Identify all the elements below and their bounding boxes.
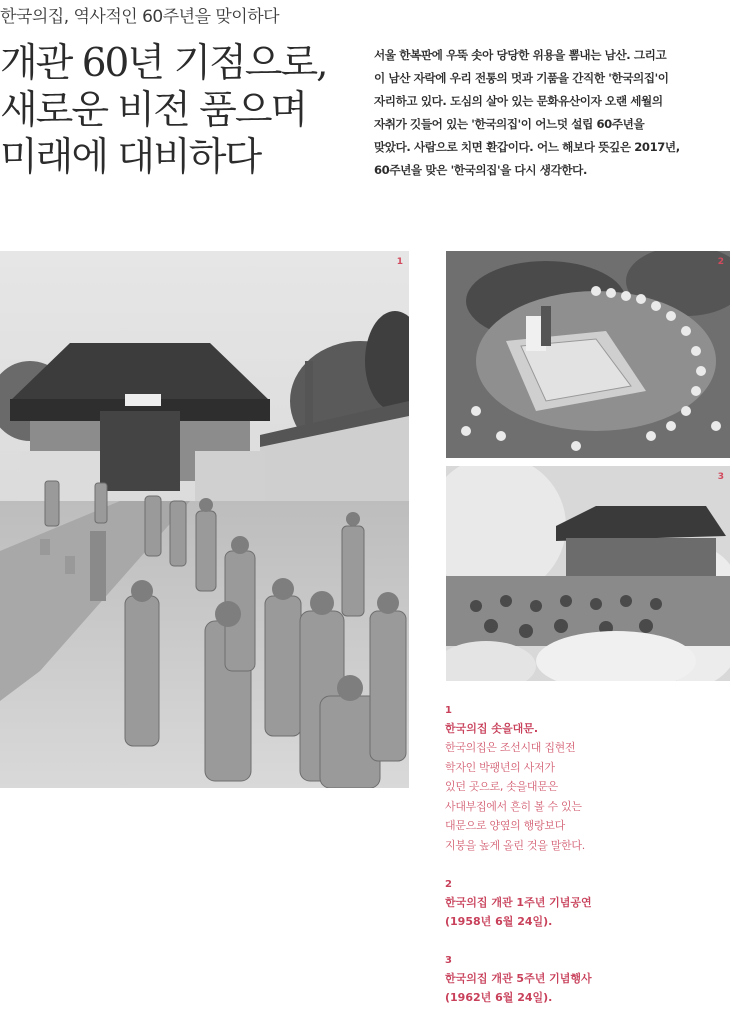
intro-paragraph xyxy=(374,44,724,182)
intro-line: 60주년을 맞은 '한국의집'을 다시 생각한다. xyxy=(374,163,587,177)
caption-line: 있던 곳으로, 솟을대문은 xyxy=(445,780,558,793)
caption-line: 사대부집에서 흔히 볼 수 있는 xyxy=(445,799,582,813)
photo-gate-soldiers xyxy=(0,251,409,788)
caption-line: 대문으로 양옆의 행랑보다 xyxy=(445,819,565,832)
caption-3 xyxy=(445,953,730,1007)
captions xyxy=(445,703,730,1029)
intro-line: 자리하고 있다. 도심의 살아 있는 문화유산이자 오랜 세월의 xyxy=(374,94,663,108)
photo-performance-crowd-image xyxy=(446,251,730,458)
photo-gate-soldiers-image xyxy=(0,251,409,788)
headline-line-1: 개관 60년 기점으로, xyxy=(0,41,327,86)
photo-hanok-event-image xyxy=(446,466,730,681)
photo-performance-crowd xyxy=(446,251,730,458)
headline-line-3: 미래에 대비하다 xyxy=(0,135,261,180)
caption-title: 한국의집 개관 5주년 기념행사 xyxy=(445,972,592,985)
caption-body xyxy=(445,738,730,855)
intro-line: 맞았다. 사람으로 치면 환갑이다. 어느 해보다 뜻깊은 2017년, xyxy=(374,140,680,154)
caption-title: 한국의집 솟을대문. xyxy=(445,722,539,735)
photo-number: 1 xyxy=(396,257,403,267)
caption-2 xyxy=(445,877,730,931)
caption-1 xyxy=(445,703,730,855)
caption-title: 한국의집 개관 1주년 기념공연 xyxy=(445,896,592,909)
caption-date: (1962년 6월 24일). xyxy=(445,991,553,1004)
caption-line: 한국의집은 조선시대 집현전 xyxy=(445,741,576,754)
caption-line: 지붕을 높게 올린 것을 말한다. xyxy=(445,838,585,852)
intro-line: 서울 한복판에 우뚝 솟아 당당한 위용을 뽐내는 남산. 그리고 xyxy=(374,48,667,62)
caption-line: 학자인 박팽년의 사저가 xyxy=(445,760,555,774)
headline-line-2: 새로운 비전 품으며 xyxy=(0,88,307,133)
caption-number: 2 xyxy=(445,879,452,890)
intro-line: 이 남산 자락에 우리 전통의 멋과 기품을 간직한 '한국의집'이 xyxy=(374,71,669,85)
headline xyxy=(0,40,372,181)
photo-number: 3 xyxy=(717,472,724,482)
caption-number: 3 xyxy=(445,955,452,966)
caption-date: (1958년 6월 24일). xyxy=(445,915,553,928)
section-kicker: 한국의집, 역사적인 60주년을 맞이하다 xyxy=(0,7,280,27)
photo-hanok-event xyxy=(446,466,730,681)
caption-number: 1 xyxy=(445,705,452,716)
intro-line: 자취가 깃들어 있는 '한국의집'이 어느덧 설립 60주년을 xyxy=(374,117,645,131)
photo-number: 2 xyxy=(717,257,724,267)
